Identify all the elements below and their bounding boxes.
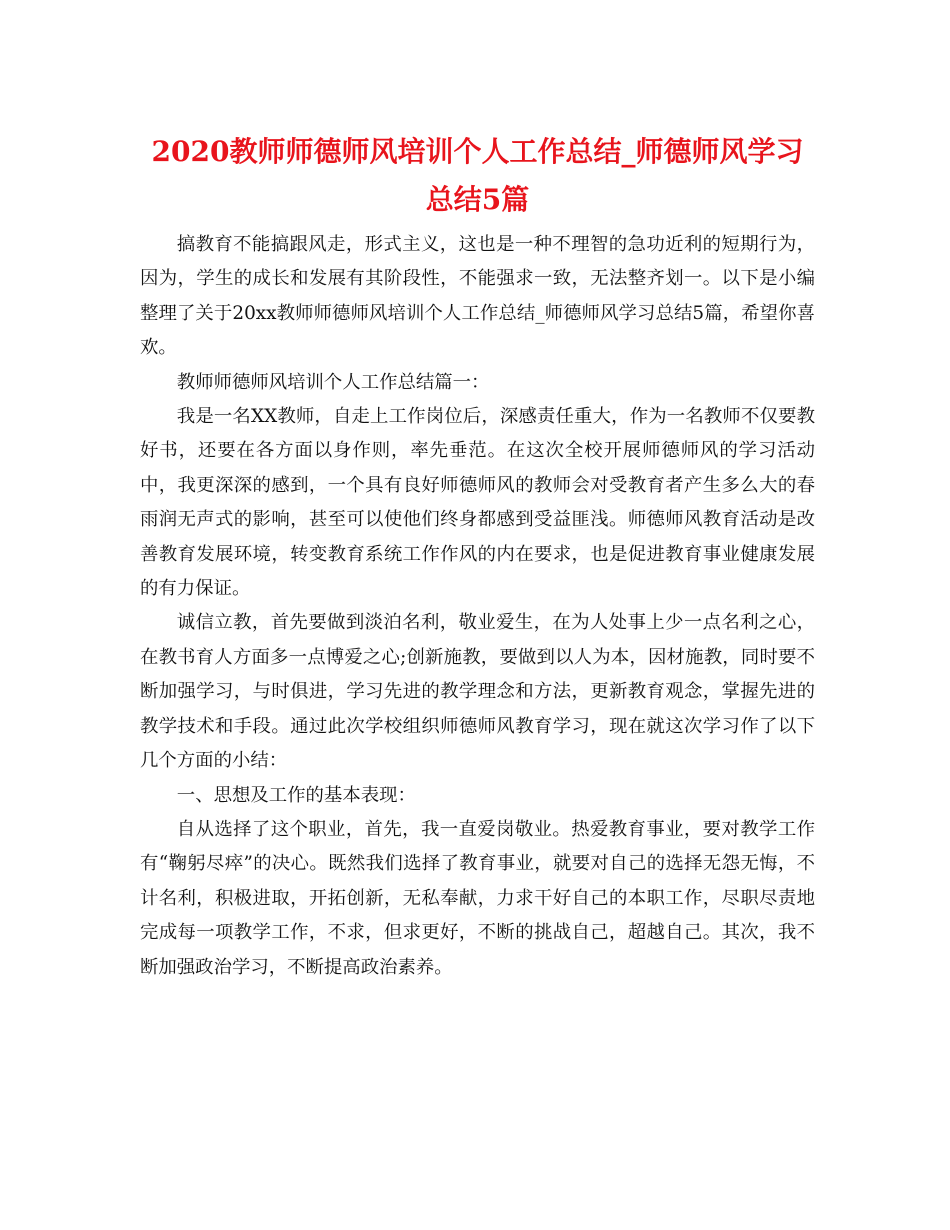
paragraph-integrity: 诚信立教，首先要做到淡泊名利，敬业爱生，在为人处事上少一点名利之心，在教书育人方面多一点博爱之心;创新施教，要做到以人为本，因材施教，同时要不断加强学习，与时俱进，学习先进的教学理念和方法，更新教育观念，掌握先进的教学技术和手段。通过此次学校组织师德师风教育学习，现在就这次学习作了以下几个方面的小结： bbox=[140, 612, 815, 772]
paragraph-dedication: 自从选择了这个职业，首先，我一直爱岗敬业。热爱教育事业，要对教学工作有“鞠躬尽瘁”的决心。既然我们选择了教育事业，就要对自己的选择无怨无悔，不计名利，积极进取，开拓创新，无私奉献，力求干好自己的本职工作，尽职尽责地完成每一项教学工作，不求，但求更好，不断的挑战自己，超越自己。其次，我不断加强政治学习，不断提高政治素养。 bbox=[140, 818, 815, 978]
section-heading-part-one: 教师师德师风培训个人工作总结篇一： bbox=[176, 371, 490, 393]
section-heading-basic-performance: 一、思想及工作的基本表现： bbox=[176, 784, 416, 806]
document-title: 2020教师师德师风培训个人工作总结_师德师风学习总结5篇 bbox=[151, 135, 804, 216]
paragraph-intro: 搞教育不能搞跟风走，形式主义，这也是一种不理智的急功近利的短期行为，因为，学生的成长和发展有其阶段性，不能强求一致，无法整齐划一。以下是小编整理了关于20xx教师师德师风培训个人工作总结_师德师风学习总结5篇，希望你喜欢。 bbox=[140, 234, 815, 359]
paragraph-responsibility: 我是一名XX教师，自走上工作岗位后，深感责任重大，作为一名教师不仅要教好书，还要在各方面以身作则，率先垂范。在这次全校开展师德师风的学习活动中，我更深深的感到，一个具有良好师德师风的教师会对受教育者产生多么大的春雨润无声式的影响，甚至可以使他们终身都感到受益匪浅。师德师风教育活动是改善教育发展环境，转变教育系统工作作风的内在要求，也是促进教育事业健康发展的有力保证。 bbox=[140, 406, 815, 600]
document-body bbox=[140, 228, 815, 985]
